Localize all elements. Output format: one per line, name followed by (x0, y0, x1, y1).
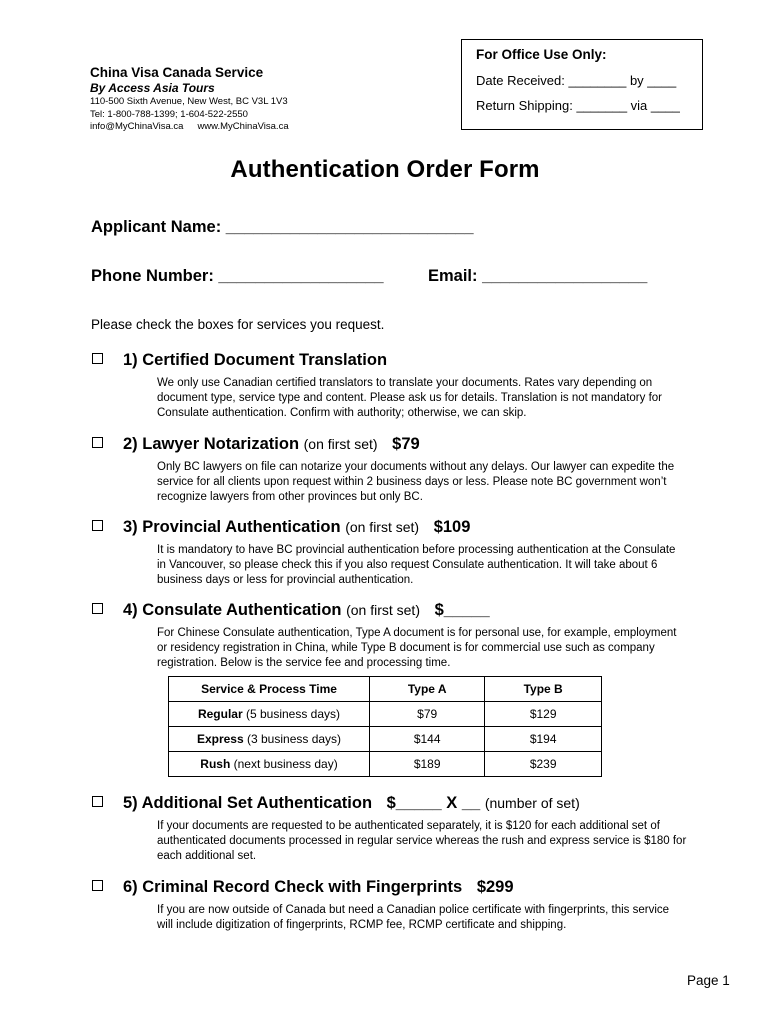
service-price: $299 (476, 878, 514, 896)
service-description: Only BC lawyers on file can notarize your documents without any delays. Our lawyer can expedite the service for all clients upon request within 2 business days or less. Please note BC government won’t recognize lawyers from other provinces but only BC. (157, 461, 675, 503)
table-header-row (169, 677, 602, 702)
type-b-price: $129 (485, 702, 602, 727)
office-use-box (461, 39, 703, 130)
company-email[interactable]: info@MyChinaVisa.ca (90, 121, 184, 132)
type-a-price: $144 (370, 727, 485, 752)
service-description: It is mandatory to have BC provincial authentication before processing authentication at the Consulate in Vancouver, so please check this if you also request Consulate authentication. It will take about 6 business days or less for provincial authentication. (157, 544, 676, 586)
company-website[interactable]: www.MyChinaVisa.ca (197, 121, 289, 132)
service-description: For Chinese Consulate authentication, Type A document is for personal use, for example, employment or residency registration in China, while Type B document is for commercial use such as company registration. Below is the service fee and processing time. (157, 627, 677, 669)
tier-time: (5 business days) (245, 707, 341, 721)
company-byline: By Access Asia Tours (90, 81, 215, 95)
company-contact (90, 121, 289, 134)
type-b-price: $239 (485, 752, 602, 777)
column-header: Type B (485, 677, 602, 702)
date-received-field: Date Received: ________ by ____ (476, 73, 677, 88)
service-title: 2) Lawyer Notarization (123, 435, 300, 453)
service-note: (on first set) (346, 602, 420, 618)
table-row (169, 752, 602, 777)
type-b-price: $194 (485, 727, 602, 752)
tier-time: (3 business days) (247, 732, 342, 746)
checkbox-consulate[interactable] (92, 603, 103, 614)
table-row (169, 702, 602, 727)
return-shipping-field: Return Shipping: _______ via ____ (476, 98, 680, 113)
service-price[interactable]: $_____ X __ (386, 794, 481, 812)
applicant-name-field[interactable]: Applicant Name: ___________________________ (91, 218, 474, 236)
service-title: 3) Provincial Authentication (123, 518, 341, 536)
service-note: (number of set) (484, 795, 580, 811)
service-title: 6) Criminal Record Check with Fingerprints (123, 878, 463, 896)
company-address: 110-500 Sixth Avenue, New West, BC V3L 1V3 (90, 96, 288, 107)
column-header: Type A (370, 677, 485, 702)
checkbox-criminal-record[interactable] (92, 880, 103, 891)
company-info (90, 64, 289, 134)
fee-table (168, 676, 602, 777)
service-price[interactable]: $_____ (434, 601, 490, 619)
checkbox-translation[interactable] (92, 353, 103, 364)
service-description: If your documents are requested to be authenticated separately, it is $120 for each additional set of authenticated documents processed in regular service whereas the rush and express service is $180 for each additional set. (157, 820, 687, 862)
service-price: $79 (392, 435, 420, 453)
service-consulate (92, 599, 687, 671)
service-notarization (92, 433, 687, 505)
page-number: Page 1 (687, 973, 730, 988)
company-name: China Visa Canada Service (90, 65, 264, 80)
service-note: (on first set) (303, 436, 378, 452)
tier-time: (next business day) (233, 757, 338, 771)
form-title: Authentication Order Form (230, 156, 540, 183)
tier-name: Rush (200, 757, 231, 771)
service-description: We only use Canadian certified translators to translate your documents. Rates vary depending on document type, service type and content. Please ask us for details. Translation is not mandatory for Consulate authentication. Confirm with authority; otherwise, we can skip. (157, 377, 662, 419)
checkbox-notarization[interactable] (92, 437, 103, 448)
service-provincial (92, 516, 687, 588)
service-title: 4) Consulate Authentication (123, 601, 342, 619)
email-field[interactable]: Email: __________________ (428, 267, 648, 285)
service-additional-set (92, 792, 687, 864)
service-criminal-record (92, 876, 687, 933)
service-title: 5) Additional Set Authentication (123, 794, 373, 812)
company-tel: Tel: 1-800-788-1399; 1-604-522-2550 (90, 108, 248, 120)
service-note: (on first set) (345, 519, 420, 535)
type-a-price: $189 (370, 752, 485, 777)
service-translation (92, 349, 687, 421)
phone-number-field[interactable]: Phone Number: __________________ (91, 267, 384, 285)
checkbox-additional-set[interactable] (92, 796, 103, 807)
column-header: Service & Process Time (169, 677, 370, 702)
tier-name: Regular (197, 707, 243, 721)
service-description: If you are now outside of Canada but need a Canadian police certificate with fingerprints, this service will include digitization of fingerprints, RCMP fee, RCMP certificate and shipping. (157, 904, 670, 931)
instructions: Please check the boxes for services you request. (91, 317, 385, 332)
checkbox-provincial[interactable] (92, 520, 103, 531)
table-row (169, 727, 602, 752)
service-title: 1) Certified Document Translation (123, 351, 388, 369)
type-a-price: $79 (370, 702, 485, 727)
tier-name: Express (196, 732, 244, 746)
service-price: $109 (433, 518, 471, 536)
office-use-title: For Office Use Only: (476, 47, 607, 62)
